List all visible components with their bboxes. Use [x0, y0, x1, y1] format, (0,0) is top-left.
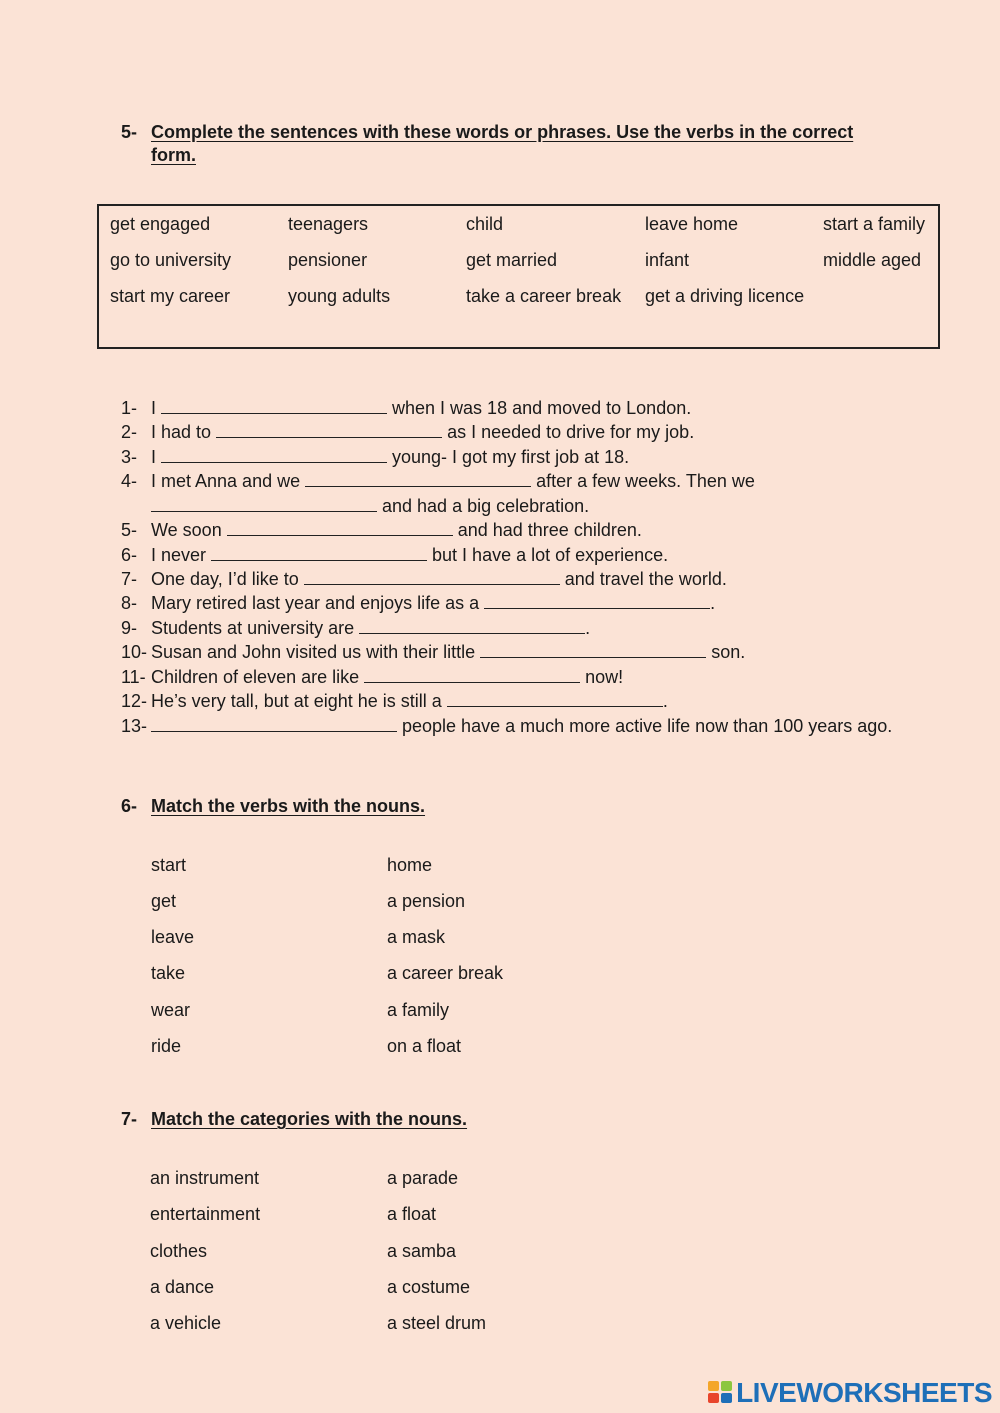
word-item: get a driving licence [645, 286, 805, 306]
logo-text: LIVEWORKSHEETS [736, 1377, 992, 1408]
sentence-text-after: and had a big celebration. [377, 496, 590, 516]
word-item: get engaged [110, 214, 211, 234]
sentence-text-after: as I needed to drive for my job. [442, 422, 695, 442]
section-6-heading [121, 795, 721, 819]
sentence-9 [121, 617, 590, 639]
sentence-number: 4- [121, 471, 138, 491]
sentence-12 [121, 690, 668, 712]
match-left-item[interactable]: clothes [150, 1241, 208, 1261]
answer-blank[interactable] [484, 592, 710, 609]
sentence-number: 3- [121, 447, 138, 467]
match-left-item[interactable]: take [151, 963, 186, 983]
match-left-item[interactable]: get [151, 891, 177, 911]
sentence-13 [121, 715, 892, 737]
sentence-number: 1- [121, 398, 138, 418]
word-item: middle aged [823, 250, 922, 270]
answer-blank[interactable] [161, 446, 387, 463]
section-7-heading [121, 1108, 721, 1132]
sentence-number: 6- [121, 545, 138, 565]
sentence-1 [121, 397, 691, 419]
sentence-11 [121, 666, 623, 688]
word-item: start my career [110, 286, 231, 306]
match-left-item[interactable]: a vehicle [150, 1313, 222, 1333]
sentence-text-after: when I was 18 and moved to London. [387, 398, 692, 418]
match-right-item[interactable]: a float [387, 1204, 437, 1224]
answer-blank[interactable] [359, 617, 585, 634]
section-instruction: Match the verbs with the nouns. [151, 796, 426, 816]
answer-blank[interactable] [151, 495, 377, 512]
sentence-4-continuation [151, 495, 589, 517]
match-left-item[interactable]: start [151, 855, 187, 875]
word-item: take a career break [466, 286, 622, 306]
match-right-item[interactable]: a career break [387, 963, 504, 983]
match-right-item[interactable]: a family [387, 1000, 450, 1020]
answer-blank[interactable] [216, 421, 442, 438]
sentence-text-after: . [662, 691, 668, 711]
match-left-item[interactable]: wear [151, 1000, 191, 1020]
sentence-8 [121, 592, 715, 614]
sentence-text-before: Children of eleven are like [151, 667, 365, 687]
sentence-text-before: Susan and John visited us with their little [151, 642, 481, 662]
word-item: child [466, 214, 504, 234]
match-right-item[interactable]: a costume [387, 1277, 471, 1297]
sentence-7 [121, 568, 727, 590]
match-right-item[interactable]: on a float [387, 1036, 462, 1056]
sentence-text-before: Students at university are [151, 618, 360, 638]
answer-blank[interactable] [364, 666, 580, 683]
sentence-text-after: after a few weeks. Then we [531, 471, 755, 491]
match-right-item[interactable]: a pension [387, 891, 466, 911]
logo-mark-icon [708, 1381, 734, 1405]
sentence-number: 7- [121, 569, 138, 589]
match-left-item[interactable]: leave [151, 927, 195, 947]
section-number: 7- [121, 1109, 138, 1129]
answer-blank[interactable] [211, 544, 427, 561]
sentence-number: 9- [121, 618, 138, 638]
sentence-text-before: Mary retired last year and enjoys life as a [151, 593, 485, 613]
word-item: pensioner [288, 250, 368, 270]
match-left-item[interactable]: ride [151, 1036, 182, 1056]
sentence-number: 11- [121, 667, 146, 687]
match-right-item[interactable]: a mask [387, 927, 446, 947]
match-right-item[interactable]: a parade [387, 1168, 459, 1188]
sentence-text-after: . [585, 618, 591, 638]
sentence-number: 10- [121, 642, 148, 662]
sentence-6 [121, 544, 668, 566]
section-number: 6- [121, 796, 138, 816]
liveworksheets-logo [708, 1378, 992, 1408]
answer-blank[interactable] [305, 470, 531, 487]
word-item: infant [645, 250, 690, 270]
answer-blank[interactable] [151, 715, 397, 732]
answer-blank[interactable] [447, 690, 663, 707]
sentence-number: 2- [121, 422, 138, 442]
sentence-text-before: I never [151, 545, 212, 565]
sentence-text-after: now! [580, 667, 624, 687]
sentence-text-before: One day, I’d like to [151, 569, 304, 589]
match-left-item[interactable]: an instrument [150, 1168, 260, 1188]
sentence-text-before: I [151, 398, 162, 418]
sentence-text-after: but I have a lot of experience. [427, 545, 669, 565]
word-item: get married [466, 250, 558, 270]
word-item: teenagers [288, 214, 369, 234]
answer-blank[interactable] [480, 641, 706, 658]
sentence-4 [121, 470, 755, 492]
sentence-number: 5- [121, 520, 138, 540]
sentence-5 [121, 519, 642, 541]
sentence-3 [121, 446, 629, 468]
sentence-text-before: I [151, 447, 162, 467]
sentence-text-after: young- I got my first job at 18. [387, 447, 630, 467]
sentence-text-before: I met Anna and we [151, 471, 306, 491]
sentence-text-after: . [710, 593, 716, 613]
section-instruction: Complete the sentences with these words or phrases. Use the verbs in the correct form. [151, 122, 854, 165]
match-right-item[interactable]: a samba [387, 1241, 457, 1261]
word-box [97, 204, 940, 349]
sentence-text-before: I had to [151, 422, 217, 442]
word-item: start a family [823, 214, 926, 234]
word-item: leave home [645, 214, 739, 234]
sentence-number: 8- [121, 593, 138, 613]
section-instruction: Match the categories with the nouns. [151, 1109, 468, 1129]
sentence-text-before: He’s very tall, but at eight he is still a [151, 691, 447, 711]
sentence-number: 13- [121, 716, 148, 736]
word-item: go to university [110, 250, 232, 270]
match-right-item[interactable]: home [387, 855, 433, 875]
sentence-10 [121, 641, 745, 663]
answer-blank[interactable] [304, 568, 560, 585]
section-5-heading [121, 121, 921, 167]
answer-blank[interactable] [227, 519, 453, 536]
match-left-item[interactable]: entertainment [150, 1204, 261, 1224]
sentence-text-after: son. [706, 642, 746, 662]
answer-blank[interactable] [161, 397, 387, 414]
match-left-item[interactable]: a dance [150, 1277, 215, 1297]
section-number: 5- [121, 122, 138, 142]
sentence-text-after: and had three children. [452, 520, 642, 540]
sentence-text-before: We soon [151, 520, 227, 540]
word-item: young adults [288, 286, 391, 306]
sentence-text-after: and travel the world. [559, 569, 727, 589]
sentence-number: 12- [121, 691, 148, 711]
sentence-2 [121, 421, 694, 443]
match-right-item[interactable]: a steel drum [387, 1313, 487, 1333]
sentence-text-after: people have a much more active life now than 100 years ago. [397, 716, 893, 736]
